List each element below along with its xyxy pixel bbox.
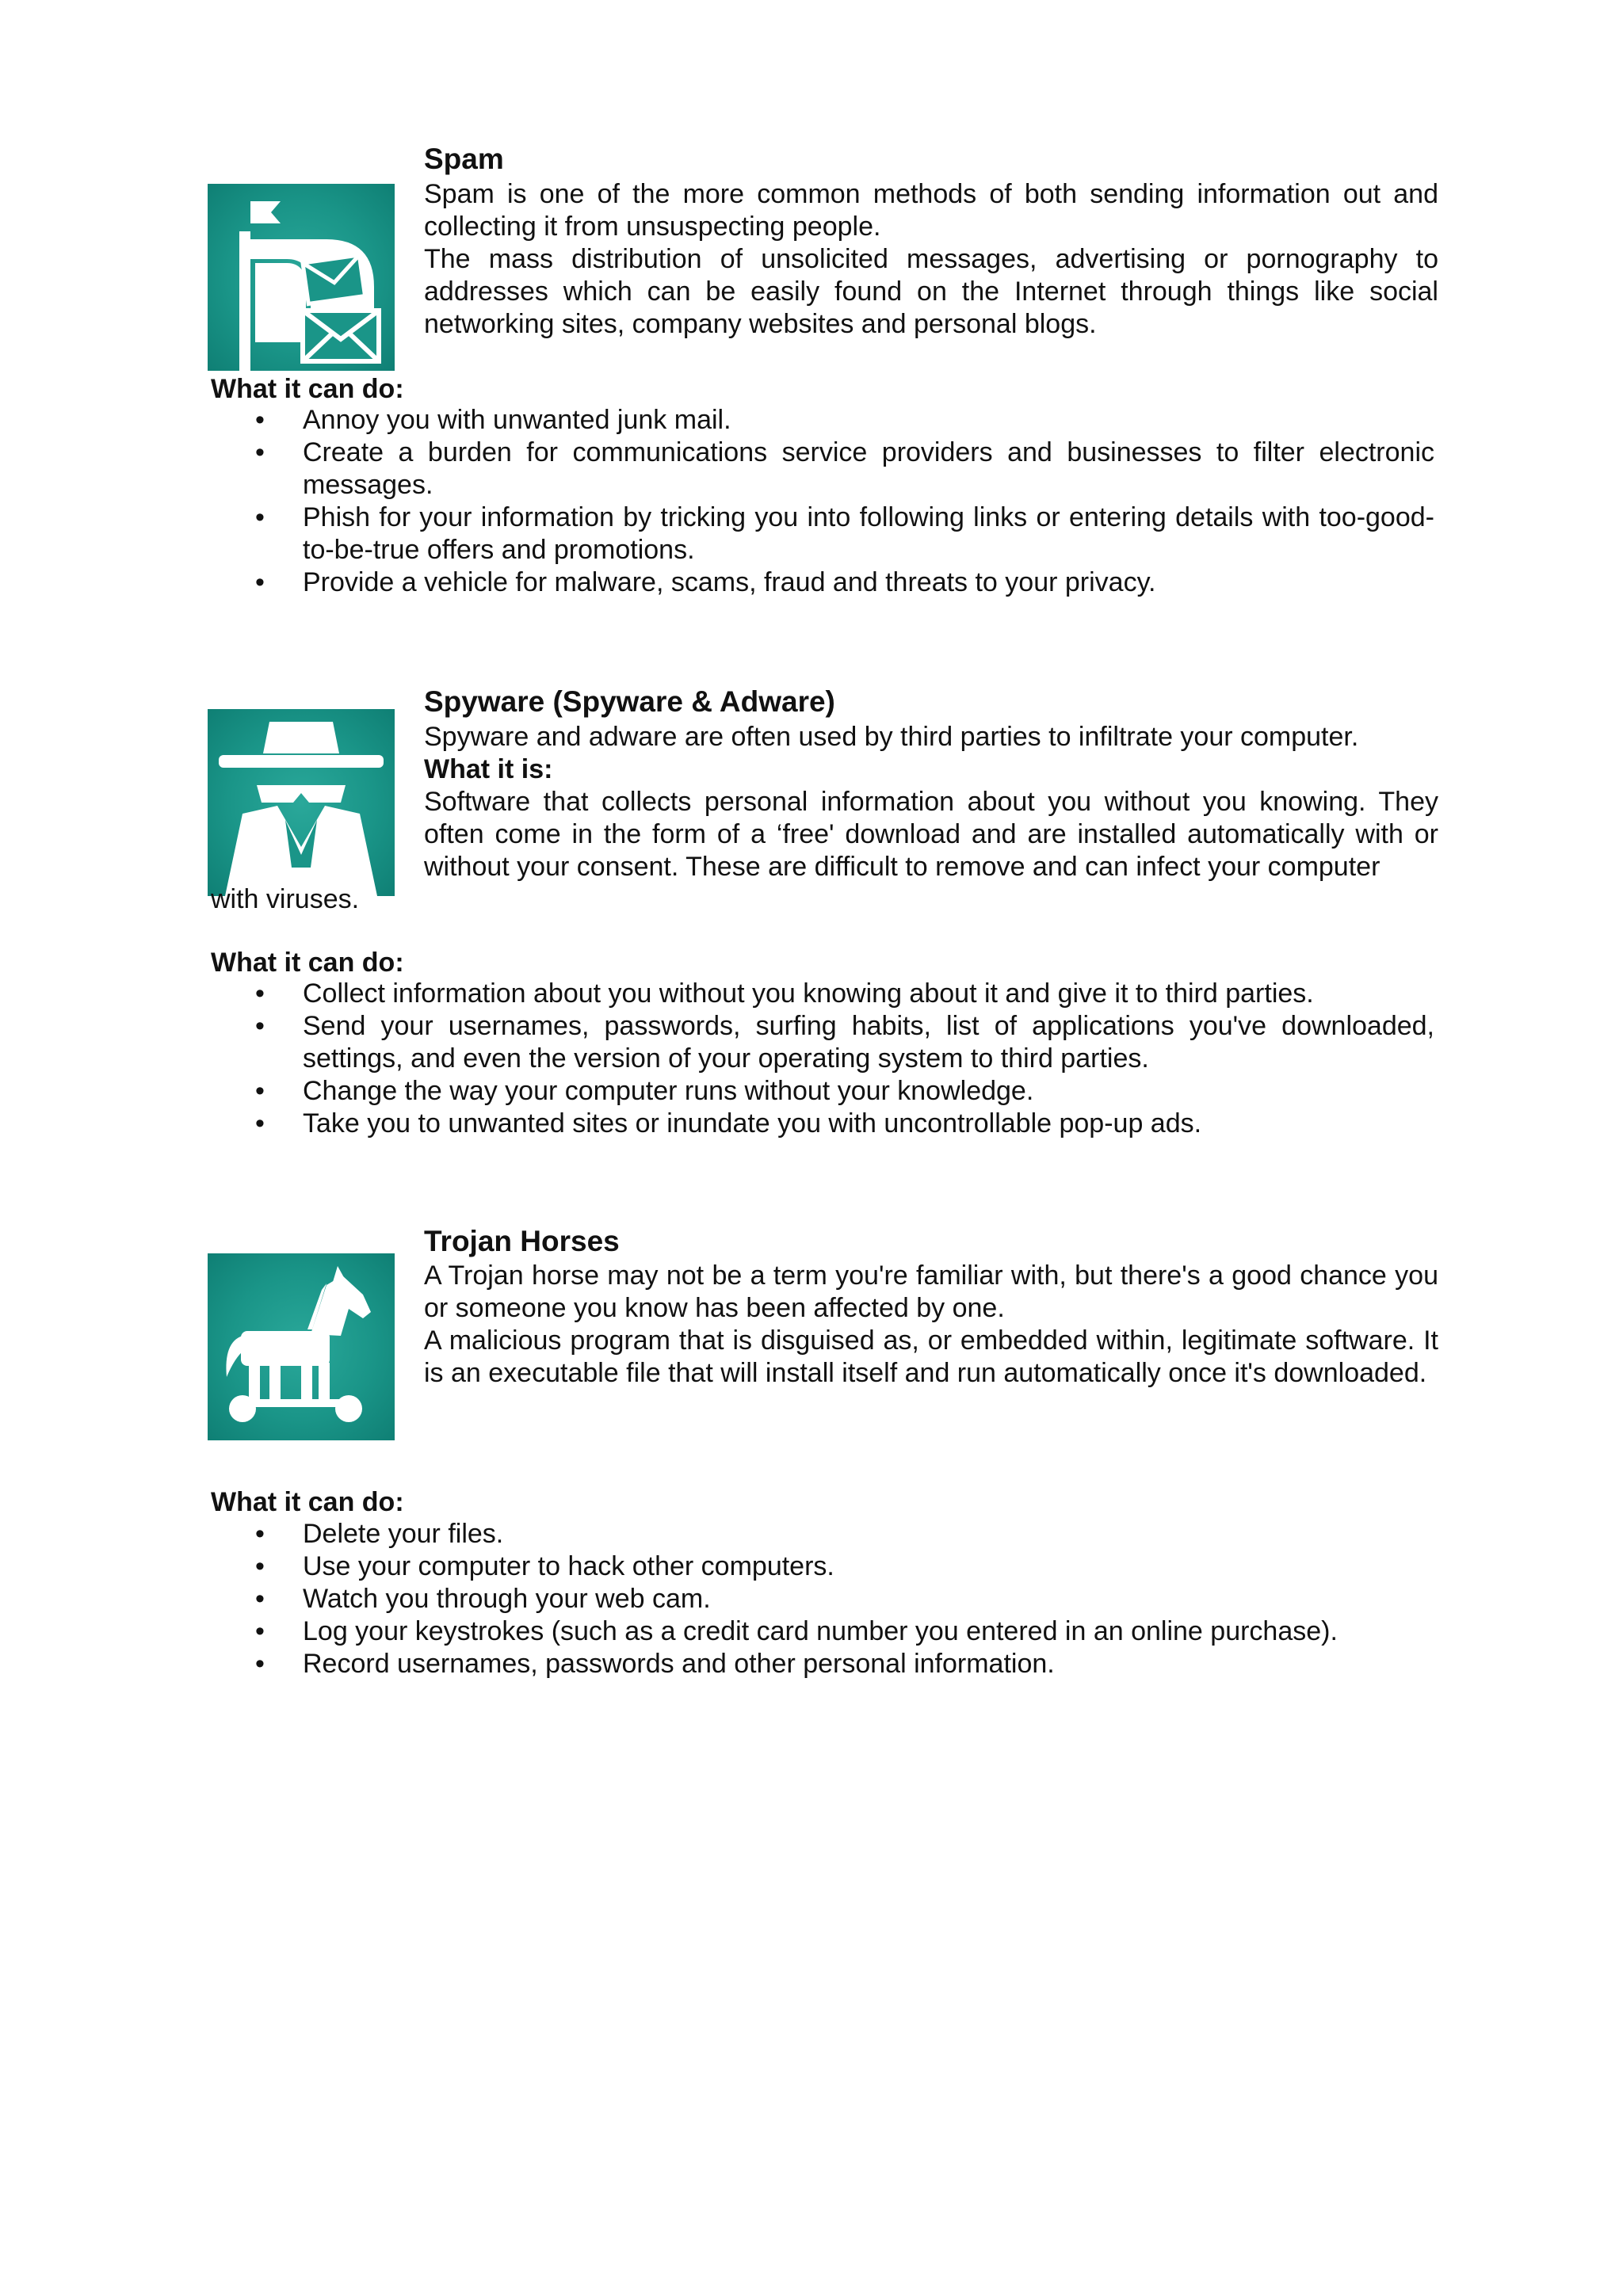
list-item-text: Use your computer to hack other computers. <box>303 1551 834 1581</box>
paragraph: A malicious program that is disguised as, or embedded within, legitimate software. It is an executable file that will install itself and run automatically once it's downloaded. <box>424 1325 1438 1388</box>
list-item-text: Record usernames, passwords and other personal information. <box>303 1649 1055 1679</box>
list-item-text: Change the way your computer runs without your knowledge. <box>303 1076 1034 1106</box>
list-item-text: Annoy you with unwanted junk mail. <box>303 405 731 435</box>
capabilities-list <box>0 404 1623 599</box>
mailbox-envelope-icon <box>208 184 395 371</box>
paragraph-tail: with viruses. <box>211 884 360 914</box>
list-item <box>0 1648 1434 1680</box>
bullet: • <box>255 1649 265 1679</box>
list-item-text: Phish for your information by tricking you into following links or entering details with too-good- to-be-true offers and promotions. <box>303 502 1434 565</box>
list-item <box>0 1518 1434 1550</box>
bullet: • <box>255 567 265 597</box>
list-item <box>0 502 1434 566</box>
paragraph: Spam is one of the more common methods of both sending information out and collecting it from unsuspecting people. <box>424 179 1438 242</box>
section-title: Spam <box>424 143 504 175</box>
bullet: • <box>255 1584 265 1614</box>
paragraph: A Trojan horse may not be a term you're familiar with, but there's a good chance you or someone you know has been affected by one. <box>424 1261 1438 1323</box>
section-description <box>424 178 1438 341</box>
bullet: • <box>255 1519 265 1549</box>
bullet: • <box>255 1616 265 1646</box>
list-item-text: Delete your files. <box>303 1519 504 1549</box>
list-item <box>0 1615 1434 1648</box>
list-item-text: Take you to unwanted sites or inundate you with uncontrollable pop-up ads. <box>303 1108 1202 1138</box>
list-item-text: Send your usernames, passwords, surfing habits, list of applications you've downloaded, settings, and even the version of your operating system to third parties. <box>303 1011 1434 1074</box>
list-item <box>0 404 1434 437</box>
trojan-horse-icon <box>208 1253 395 1440</box>
bullet: • <box>255 502 265 532</box>
capabilities-list <box>0 1518 1623 1680</box>
list-item <box>0 1583 1434 1615</box>
paragraph: Spyware and adware are often used by third parties to infiltrate your computer. <box>424 722 1359 752</box>
section-description <box>424 1260 1438 1390</box>
list-item <box>0 1075 1434 1108</box>
spy-hat-icon <box>208 709 395 896</box>
bullet: • <box>255 1108 265 1138</box>
list-item-text: Log your keystrokes (such as a credit card number you entered in an online purchase). <box>303 1616 1338 1646</box>
list-item <box>0 1550 1434 1583</box>
bullet: • <box>255 405 265 435</box>
what-it-can-do-label: What it can do: <box>211 374 404 404</box>
list-item-text: Provide a vehicle for malware, scams, fraud and threats to your privacy. <box>303 567 1156 597</box>
bullet: • <box>255 1011 265 1041</box>
section-description <box>424 721 1438 883</box>
list-item-text: Watch you through your web cam. <box>303 1584 711 1614</box>
bullet: • <box>255 1551 265 1581</box>
list-item-text: Create a burden for communications service providers and businesses to filter electronic messages. <box>303 437 1434 500</box>
list-item <box>0 1010 1434 1075</box>
bullet: • <box>255 437 265 467</box>
bullet: • <box>255 978 265 1009</box>
paragraph: Software that collects personal information about you without you knowing. They often come in the form of a ‘free' download and are installed automatically with or without your consent. These are difficult to remove and can infect your computer <box>424 787 1438 882</box>
what-it-can-do-label: What it can do: <box>211 948 404 978</box>
section-title: Spyware (Spyware & Adware) <box>424 685 835 718</box>
list-item <box>0 1108 1434 1140</box>
list-item-text: Collect information about you without you knowing about it and give it to third parties. <box>303 978 1314 1009</box>
bullet: • <box>255 1076 265 1106</box>
what-it-can-do-label: What it can do: <box>211 1487 404 1517</box>
section-title: Trojan Horses <box>424 1225 620 1257</box>
what-it-is-label: What it is: <box>424 754 553 784</box>
list-item <box>0 437 1434 502</box>
paragraph: The mass distribution of unsolicited messages, advertising or pornography to addresses which can be easily found on the Internet through things like social networking sites, company websites and personal blogs. <box>424 244 1438 339</box>
capabilities-list <box>0 978 1623 1140</box>
list-item <box>0 566 1434 599</box>
list-item <box>0 978 1434 1010</box>
